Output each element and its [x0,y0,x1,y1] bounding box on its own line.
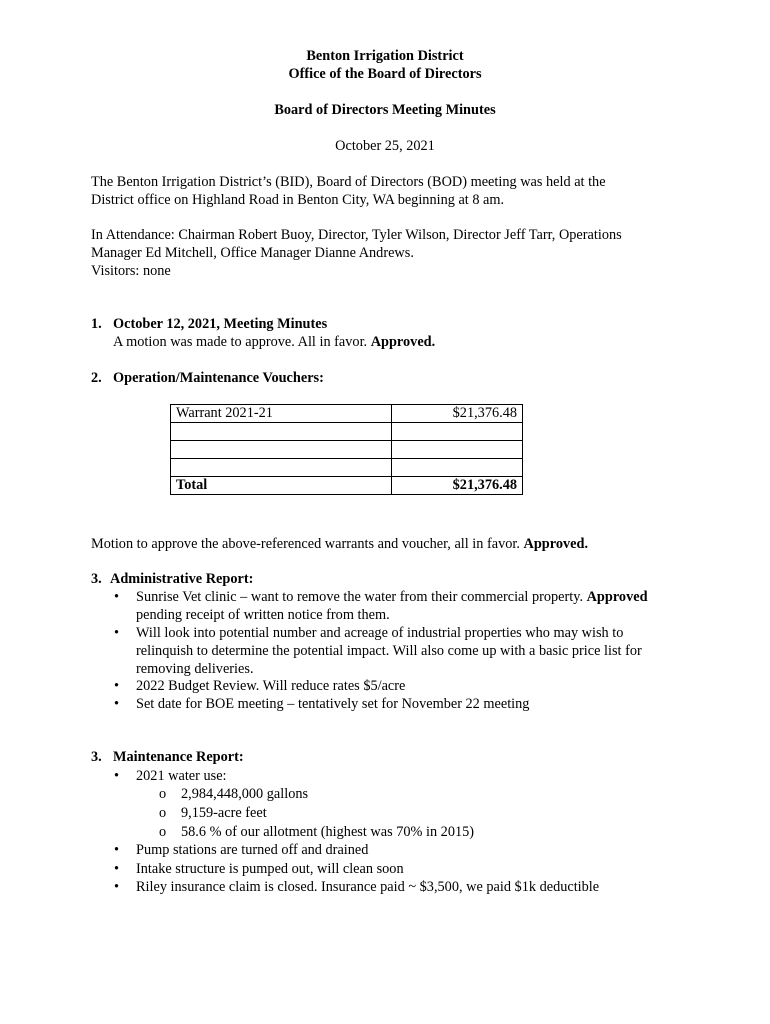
total-label: Total [171,477,392,495]
list-item [114,677,696,695]
admin-b1-line-2: pending receipt of written notice from them. [136,607,390,623]
sub-bullet: o [159,805,167,821]
vouchers-table [170,404,523,495]
bullet: • [114,842,120,858]
motion-text: Motion to approve the above-referenced warrants and voucher, all in favor. [91,536,524,552]
total-amount: $21,376.48 [392,477,523,495]
sub-bullet: o [159,824,167,840]
voucher-amount: $21,376.48 [392,405,523,423]
item-2-heading: Operation/Maintenance Vouchers: [113,370,324,386]
table-total-row [171,477,523,495]
maint-heading: Maintenance Report: [113,749,244,765]
intro-line-2: District office on Highland Road in Benton City, WA beginning at 8 am. [91,192,505,208]
maint-s2: 9,159-acre feet [181,805,267,821]
maint-b1: 2021 water use: [136,768,227,784]
table-row [171,441,523,459]
intro-line-1: The Benton Irrigation District’s (BID), Board of Directors (BOD) meeting was held at the [91,174,606,190]
admin-number: 3. [91,571,102,587]
maint-s1: 2,984,448,000 gallons [181,786,309,802]
voucher-label [171,459,392,477]
list-item [159,804,681,822]
list-item [114,695,696,713]
org-name: Benton Irrigation District [306,48,464,64]
admin-b1-text: Sunrise Vet clinic – want to remove the water from their commercial property. [136,589,587,605]
voucher-amount [392,423,523,441]
attendance-line-1: In Attendance: Chairman Robert Buoy, Director, Tyler Wilson, Director Jeff Tarr, Operations [91,227,622,243]
bullet: • [114,696,120,712]
list-item [114,624,696,678]
table-row [171,459,523,477]
voucher-amount [392,441,523,459]
attendance-line-2: Manager Ed Mitchell, Office Manager Dianne Andrews. [91,245,414,261]
maint-b2: Pump stations are turned off and drained [136,842,369,858]
admin-b2-line-3: removing deliveries. [136,661,254,677]
admin-heading: Administrative Report: [110,571,254,587]
voucher-label [171,423,392,441]
list-item [114,767,696,785]
bullet: • [114,589,120,605]
table-row [171,423,523,441]
list-item [159,785,681,803]
item-1-heading: October 12, 2021, Meeting Minutes [113,316,328,332]
voucher-label: Warrant 2021-21 [171,405,392,423]
meeting-date: October 25, 2021 [335,138,435,154]
list-item [114,588,696,624]
item-1-number: 1. [91,316,102,332]
visitors: Visitors: none [91,263,171,279]
sub-bullet: o [159,786,167,802]
item-1-motion: A motion was made to approve. All in favor. [113,334,371,350]
list-item [114,878,696,896]
item-2-number: 2. [91,370,102,386]
maint-b4: Riley insurance claim is closed. Insurance paid ~ $3,500, we paid $1k deductible [136,879,600,895]
list-item [159,823,681,841]
office-name: Office of the Board of Directors [288,66,482,82]
admin-bullet-1 [136,588,696,606]
motion-approved: Approved. [523,536,589,552]
list-item [114,841,696,859]
document-title: Board of Directors Meeting Minutes [274,102,496,118]
maint-number: 3. [91,749,102,765]
maint-s3: 58.6 % of our allotment (highest was 70% in 2015) [181,824,475,840]
bullet: • [114,678,120,694]
bullet: • [114,768,120,784]
table-row [171,405,523,423]
item-1-text [113,333,693,351]
voucher-amount [392,459,523,477]
admin-b1-approved: Approved [586,589,648,605]
admin-b4: Set date for BOE meeting – tentatively set for November 22 meeting [136,696,530,712]
bullet: • [114,625,120,641]
list-item [114,860,696,878]
item-1-approved: Approved. [370,334,436,350]
motion-line [91,535,691,553]
admin-b2-line-2: relinquish to determine the potential impact. Will also come up with a basic price list for [136,643,642,659]
maint-b3: Intake structure is pumped out, will clean soon [136,861,404,877]
admin-b2-line-1: Will look into potential number and acreage of industrial properties who may wish to [136,625,624,641]
voucher-label [171,441,392,459]
bullet: • [114,861,120,877]
admin-b3: 2022 Budget Review. Will reduce rates $5/acre [136,678,406,694]
bullet: • [114,879,120,895]
